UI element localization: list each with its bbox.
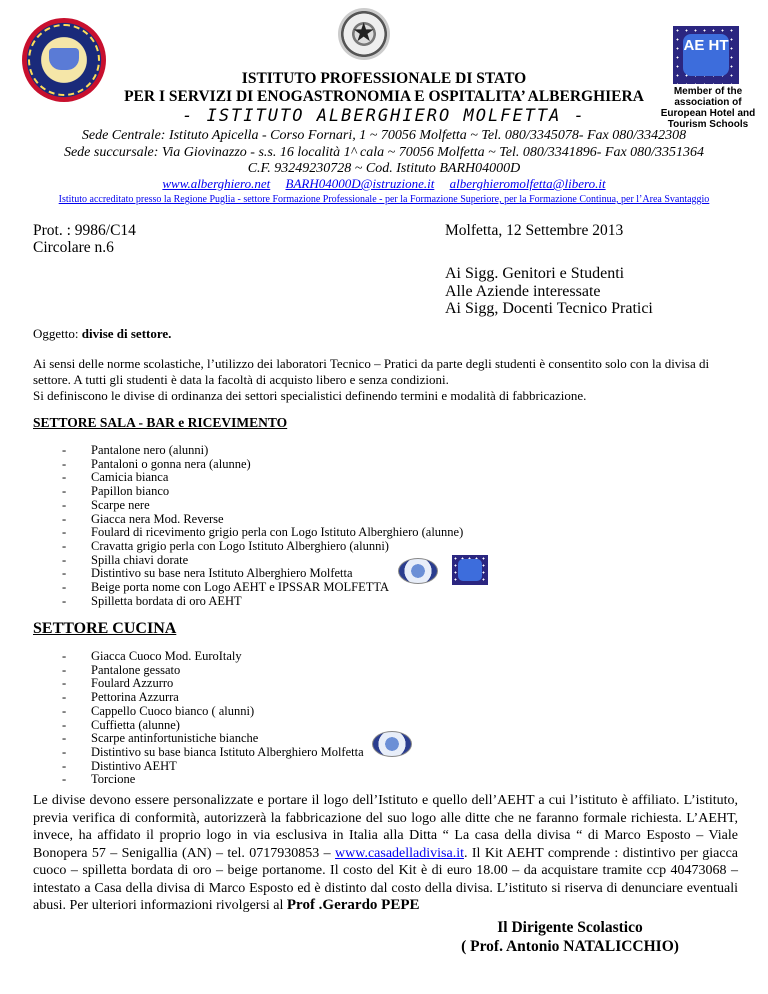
intro-text — [33, 356, 738, 404]
aeht-member-text: Member of the association of European Hotel and Tourism Schools — [660, 86, 756, 130]
section-title-sala: SETTORE SALA - BAR e RICEVIMENTO — [33, 415, 288, 430]
list-item: - Scarpe antinfortunistiche bianche — [62, 731, 259, 746]
list-item: - Cappello Cuoco bianco ( alunni) — [62, 703, 255, 718]
list-item: - Pantaloni o gonna nera (alunne) — [62, 456, 251, 471]
email-link-libero[interactable]: alberghieromolfetta@libero.it — [449, 176, 606, 191]
list-item: - Cuffietta (alunne) — [62, 717, 180, 732]
address-main: Sede Centrale: Istituto Apicella - Corso Fornari, 1 ~ 70056 Molfetta ~ Tel. 080/3345078- Fax 080/3342308 — [81, 128, 687, 143]
list-item: - Giacca Cuoco Mod. EuroItaly — [62, 649, 242, 663]
recipients — [445, 265, 653, 318]
list-item: - Camicia bianca — [62, 470, 169, 485]
list-item: - Spilletta bordata di oro AEHT — [62, 593, 242, 608]
list-item: - Torcione — [62, 772, 136, 787]
accreditation-text: Istituto accreditato presso la Regione Puglia - settore Formazione Professionale - per la Formazione Superiore, per la Formazione Continua, per l’Area Svantaggio — [58, 194, 710, 205]
header-line-2: PER I SERVIZI DI ENOGASTRONOMIA E OSPITALITA’ ALBERGHIERA — [124, 88, 644, 105]
list-item: - Foulard di ricevimento grigio perla con Logo Istituto Alberghiero (alunne) — [62, 525, 464, 540]
closing-part-1: Le divise devono essere personalizzate e portare il logo dell’Istituto e quello dell’AEHT a cui l’istituto è affiliato. L’istituto, previa verifica di conformità, autorizzerà la fabbricazione del suo logo alle ditte che ne faranno formale richiesta. L’AEHT, invece, ha affidato il proprio logo in via esclusiva in Italia alla Ditta “ La casa della divisa “ di Marco Esposto – Viale Bonopera 57 – Senigallia (AN) – tel. 0717930853 – — [33, 793, 738, 861]
list-item: - Pantalone nero (alunni) — [62, 443, 209, 457]
logo-book-icon — [49, 48, 79, 70]
recipient-3: Ai Sigg, Docenti Tecnico Pratici — [445, 300, 653, 317]
list-item: - Papillon bianco — [62, 484, 170, 499]
list-item: - Foulard Azzurro — [62, 676, 174, 691]
header-line-3: - ISTITUTO ALBERGHIERO MOLFETTA - — [182, 106, 586, 126]
list-item: - Spilla chiavi dorate — [62, 552, 189, 567]
closing-paragraph — [33, 792, 738, 915]
list-item: - Beige porta nome con Logo AEHT e IPSSAR MOLFETTA — [62, 580, 390, 595]
recipient-1: Ai Sigg. Genitori e Studenti — [445, 265, 625, 282]
section-title-cucina: SETTORE CUCINA — [33, 620, 177, 637]
contact-links — [0, 176, 768, 192]
signature-block — [410, 918, 730, 956]
school-badge-icon — [398, 558, 438, 584]
subject-label: Oggetto: — [33, 326, 79, 341]
website-link[interactable]: www.alberghiero.net — [162, 176, 271, 191]
subject-line — [33, 326, 171, 342]
signatory-name: ( Prof. Antonio NATALICCHIO) — [461, 938, 679, 955]
casadelladivisa-link[interactable]: www.casadelladivisa.it — [335, 845, 464, 861]
cucina-list — [62, 649, 364, 787]
school-badge-icon-2 — [372, 731, 412, 757]
list-item: - Scarpe nere — [62, 497, 150, 512]
intro-paragraph-1: Ai sensi delle norme scolastiche, l’utilizzo dei laboratori Tecnico – Pratici da parte degli studenti è consentito solo con la divisa di settore. A tutti gli studenti è data la facoltà di acquisto libero e senza condizioni. — [33, 356, 710, 387]
list-item: - Distintivo AEHT — [62, 758, 177, 773]
list-item: - Pettorina Azzurra — [62, 690, 179, 705]
document-date: Molfetta, 12 Settembre 2013 — [445, 222, 624, 239]
aeht-badge-icon — [452, 555, 488, 585]
list-item: - Cravatta grigio perla con Logo Istituto Alberghiero (alunni) — [62, 538, 389, 553]
email-link-istruzione[interactable]: BARH04000D@istruzione.it — [285, 176, 435, 191]
recipient-2: Alle Aziende interessate — [445, 282, 601, 300]
list-item: - Distintivo su base bianca Istituto Alberghiero Molfetta — [62, 744, 364, 759]
signatory-role: Il Dirigente Scolastico — [497, 919, 643, 936]
list-item: - Pantalone gessato — [62, 662, 181, 677]
address-branch: Sede succursale: Via Giovinazzo - s.s. 16 località 1^ cala ~ 70056 Molfetta ~ Tel. 080/3341896- Fax 080/3351364 — [63, 145, 705, 160]
accreditation-note — [0, 194, 768, 205]
intro-paragraph-2: Si definiscono le divise di ordinanza dei settori specialistici definendo termini e modalità di fabbricazione. — [33, 388, 587, 403]
tax-code: C.F. 93249230728 ~ Cod. Istituto BARH04000D — [247, 161, 521, 176]
contact-person: Prof .Gerardo PEPE — [286, 897, 420, 913]
aeht-letters: AE HT — [683, 34, 729, 76]
italian-republic-emblem — [338, 8, 390, 60]
protocol-number: Prot. : 9986/C14 — [33, 222, 136, 239]
header-line-1: ISTITUTO PROFESSIONALE DI STATO — [241, 70, 527, 87]
subject-value: divise di settore. — [81, 326, 172, 341]
star-icon: ★ — [352, 18, 376, 48]
sala-list — [62, 443, 464, 608]
list-item: - Giacca nera Mod. Reverse — [62, 511, 224, 526]
circular-number: Circolare n.6 — [33, 239, 114, 256]
closing-part-2: . Il Kit AEHT comprende : distintivo per giacca cuoco – spilletta bordata di oro – beige portanome. Il costo del Kit è di euro 18.00 – da acquistare tramite ccp 40473068 – intestato a Casa della divisa di Marco Esposto ed è distinto dal costo della divisa. L’istituto si riserva di denunciare eventuali abusi. Per ulteriori informazioni rivolgersi al — [33, 845, 739, 913]
list-item: - Distintivo su base nera Istituto Alberghiero Molfetta — [62, 566, 353, 581]
